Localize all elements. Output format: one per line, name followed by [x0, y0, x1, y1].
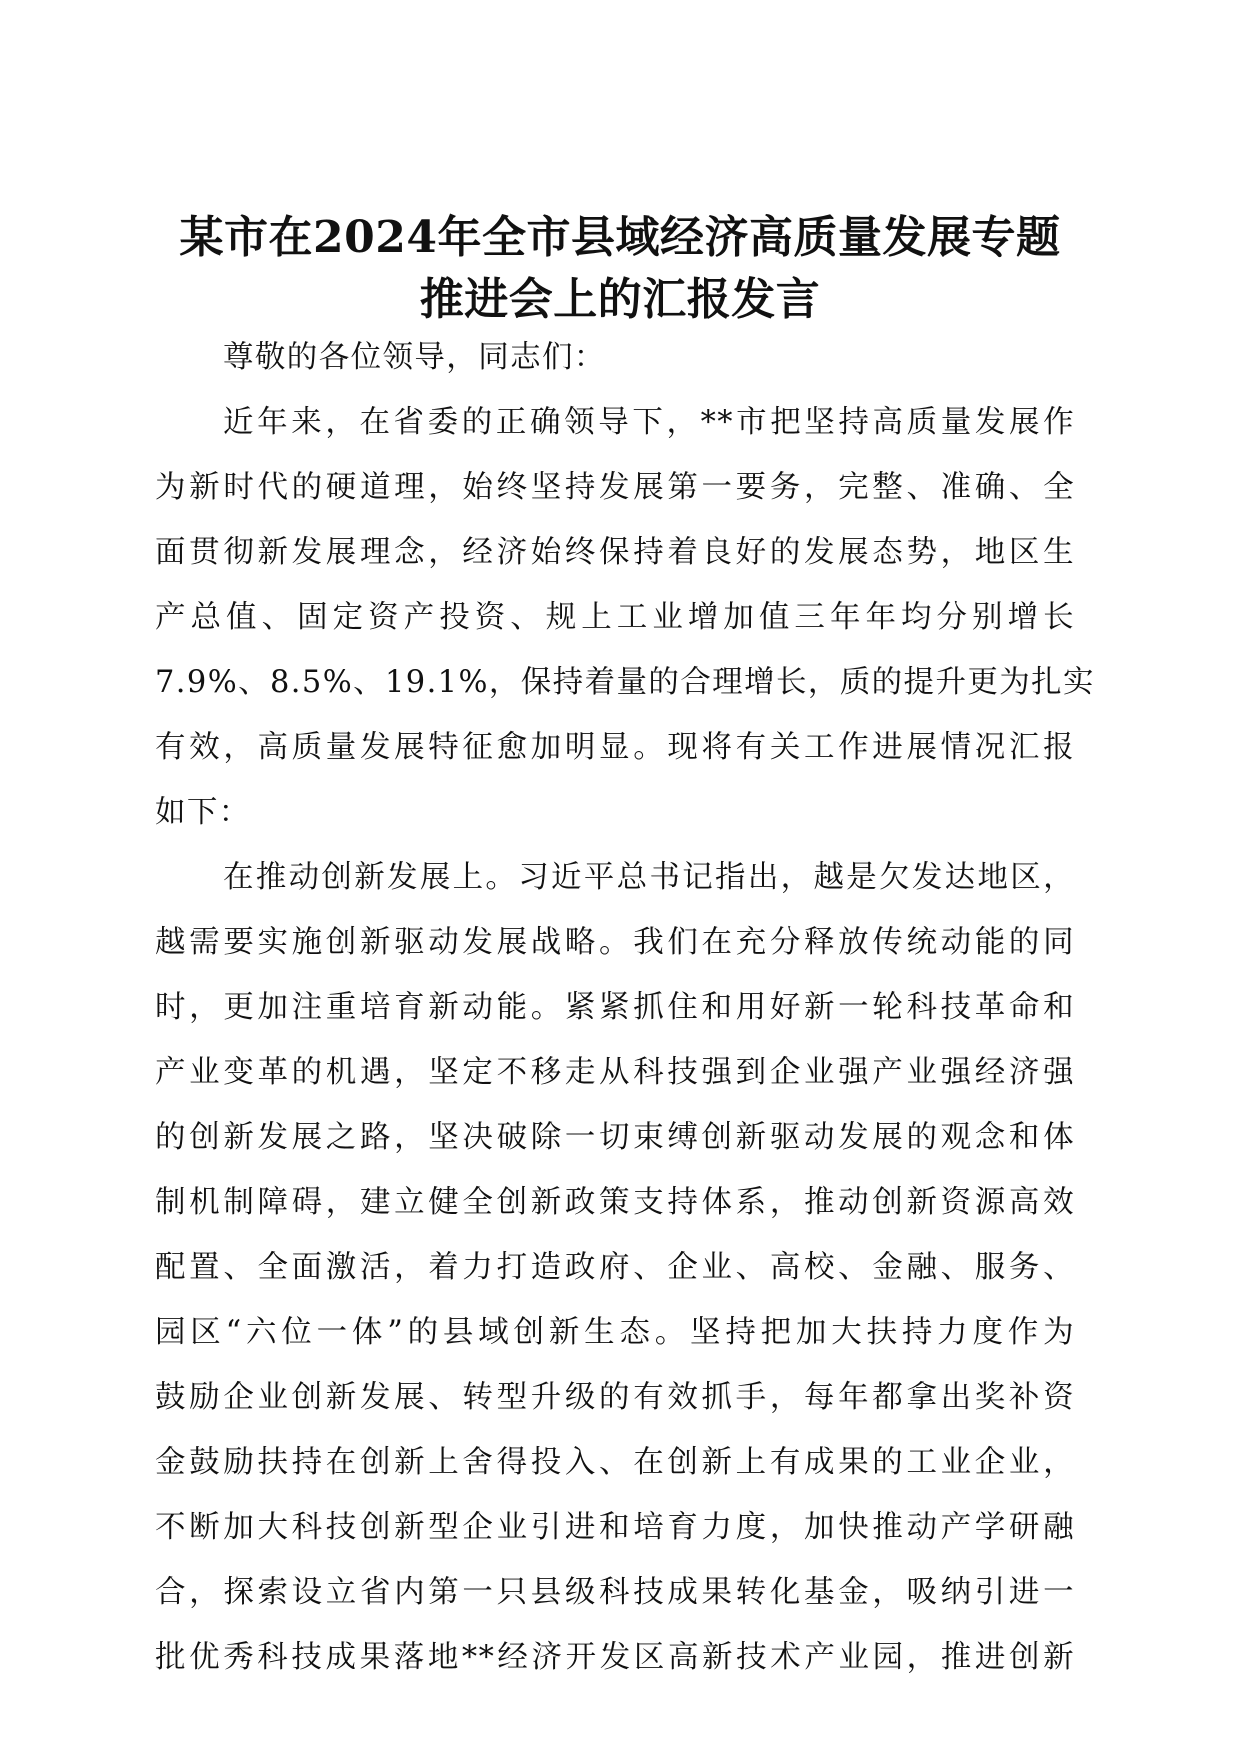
body-line: 时，更加注重培育新动能。紧紧抓住和用好新一轮科技革命和: [155, 990, 1075, 1025]
body-line: 制机制障碍，建立健全创新政策支持体系，推动创新资源高效: [155, 1185, 1075, 1220]
body-line: 越需要实施创新驱动发展战略。我们在充分释放传统动能的同: [155, 925, 1075, 960]
body-line: 在推动创新发展上。习近平总书记指出，越是欠发达地区，: [223, 860, 1075, 895]
title-line-2: 推进会上的汇报发言: [419, 274, 821, 326]
body-line: 有效，高质量发展特征愈加明显。现将有关工作进展情况汇报: [155, 730, 1075, 765]
body-line: 合，探索设立省内第一只县级科技成果转化基金，吸纳引进一: [155, 1575, 1075, 1610]
body-line: 园区“六位一体”的县域创新生态。坚持把加大扶持力度作为: [155, 1315, 1075, 1350]
body-line: 产总值、固定资产投资、规上工业增加值三年年均分别增长: [155, 600, 1075, 635]
body-line: 不断加大科技创新型企业引进和培育力度，加快推动产学研融: [155, 1510, 1075, 1545]
title-line-1: 某市在2024年全市县域经济高质量发展专题: [179, 212, 1061, 264]
body-line: 面贯彻新发展理念，经济始终保持着良好的发展态势，地区生: [155, 535, 1075, 570]
body-line: 配置、全面激活，着力打造政府、企业、高校、金融、服务、: [155, 1250, 1075, 1285]
body-line: 为新时代的硬道理，始终坚持发展第一要务，完整、准确、全: [155, 470, 1075, 505]
document-body: [155, 325, 1095, 1690]
body-line: 鼓励企业创新发展、转型升级的有效抓手，每年都拿出奖补资: [155, 1380, 1075, 1415]
body-line: 7.9%、8.5%、19.1%，保持着量的合理增长，质的提升更为扎实: [155, 665, 1095, 700]
document-title: [150, 207, 1090, 331]
body-line: 尊敬的各位领导，同志们：: [223, 340, 606, 375]
body-line: 的创新发展之路，坚决破除一切束缚创新驱动发展的观念和体: [155, 1120, 1075, 1155]
body-line: 金鼓励扶持在创新上舍得投入、在创新上有成果的工业企业，: [155, 1445, 1075, 1480]
body-line: 批优秀科技成果落地**经济开发区高新技术产业园，推进创新: [155, 1640, 1075, 1675]
body-line: 近年来，在省委的正确领导下，**市把坚持高质量发展作: [223, 405, 1075, 440]
body-line: 如下：: [155, 795, 251, 830]
body-line: 产业变革的机遇，坚定不移走从科技强到企业强产业强经济强: [155, 1055, 1075, 1090]
